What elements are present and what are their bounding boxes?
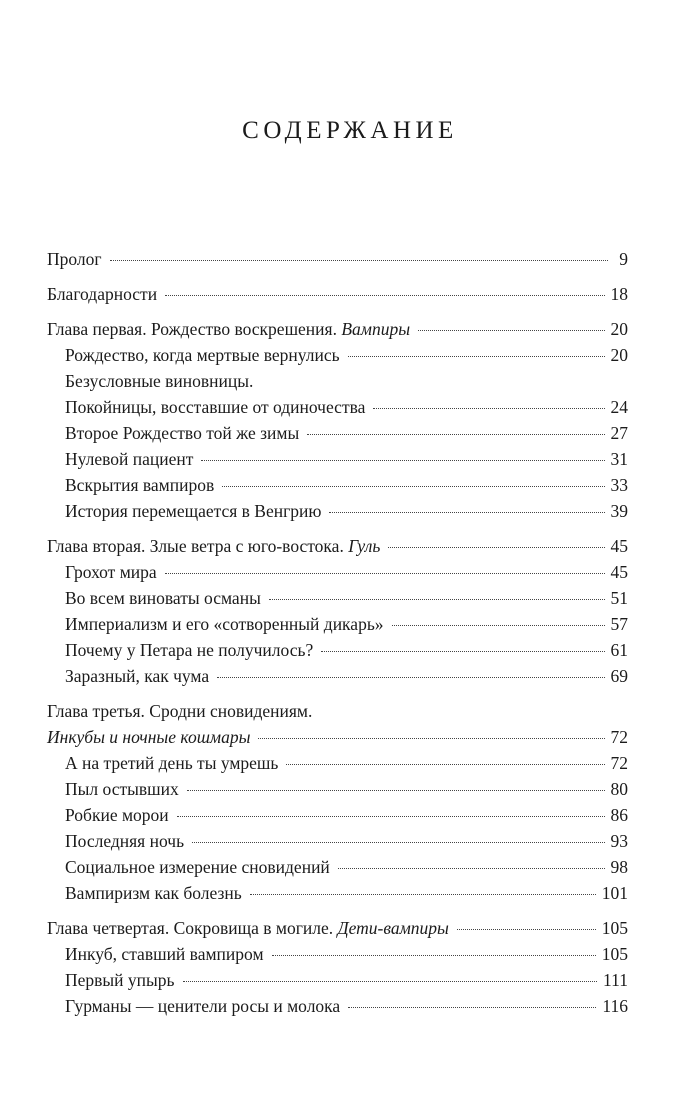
dot-leader <box>373 408 604 409</box>
toc-entry-page: 45 <box>610 562 628 582</box>
toc-entry-label: Последняя ночь <box>65 831 185 851</box>
toc-entry-label: Империализм и его «сотворенный дикарь» <box>65 614 384 634</box>
toc-entry-label: Глава четвертая. Сокровища в могиле. Дети-вампиры <box>47 918 449 938</box>
toc-entry-label: Социальное измерение сновидений <box>65 857 330 877</box>
dot-leader <box>222 486 604 487</box>
toc-entry-page: 72 <box>610 753 628 773</box>
toc-entry-label: Нулевой пациент <box>65 449 194 469</box>
toc-subentry[interactable] <box>47 446 628 472</box>
toc-entry-label-italic: Дети-вампиры <box>337 918 449 938</box>
toc-entry-label: Глава вторая. Злые ветра с юго-востока. Гуль <box>47 536 381 556</box>
toc-subentry[interactable] <box>47 967 628 993</box>
toc-entry-label-italic: Инкубы и ночные кошмары <box>47 727 251 747</box>
toc-entry-label: Второе Рождество той же зимы <box>65 423 300 443</box>
toc-entry-label: Грохот мира <box>65 562 157 582</box>
dot-leader <box>192 842 604 843</box>
toc-entry-page: 20 <box>610 345 628 365</box>
toc-subentry[interactable] <box>47 394 628 420</box>
toc-chapter-3-line1: Глава третья. Сродни сновидениям. <box>47 701 313 721</box>
dot-leader <box>418 330 604 331</box>
toc-entry-page: 20 <box>610 319 628 339</box>
toc-entry-label <box>47 724 250 750</box>
dot-leader <box>307 434 604 435</box>
toc-entry-label: Заразный, как чума <box>65 666 210 686</box>
toc-chapter-4[interactable] <box>47 915 628 941</box>
dot-leader <box>329 512 604 513</box>
toc-entry-page: 33 <box>610 475 628 495</box>
dot-leader <box>183 981 598 982</box>
dot-leader <box>258 738 604 739</box>
toc-entry-label: Благодарности <box>47 284 158 304</box>
toc-subentry[interactable] <box>47 880 628 906</box>
toc-entry-label: Робкие морои <box>65 805 169 825</box>
toc-entry-page: 98 <box>610 857 628 877</box>
toc-entry-page: 9 <box>619 249 628 269</box>
toc-subentry[interactable] <box>47 941 628 967</box>
toc-chapter-3[interactable] <box>47 724 628 750</box>
dot-leader <box>348 1007 596 1008</box>
dot-leader <box>250 894 596 895</box>
dot-leader <box>217 677 604 678</box>
toc-entry-label: Пролог <box>47 249 102 269</box>
dot-leader <box>272 955 596 956</box>
toc-subentry[interactable] <box>47 342 628 368</box>
toc-subentry[interactable] <box>47 663 628 689</box>
dot-leader <box>321 651 604 652</box>
dot-leader <box>110 260 608 261</box>
toc-entry-label: Вскрытия вампиров <box>65 475 215 495</box>
toc-entry-page: 51 <box>610 588 628 608</box>
dot-leader <box>392 625 605 626</box>
toc-subentry[interactable] <box>47 559 628 585</box>
toc-entry-page: 45 <box>610 536 628 556</box>
dot-leader <box>177 816 605 817</box>
toc-entry-label: Вампиризм как болезнь <box>65 883 242 903</box>
toc-entry-page: 24 <box>610 397 628 417</box>
toc-subentry[interactable] <box>47 993 628 1019</box>
dot-leader <box>457 929 596 930</box>
toc-entry-page: 105 <box>601 944 628 964</box>
toc-entry-label: Глава первая. Рождество воскрешения. Вампиры <box>47 319 411 339</box>
toc-entry-page: 18 <box>610 284 628 304</box>
toc-entry-page: 111 <box>603 970 628 990</box>
toc-entry-prolog[interactable] <box>47 246 628 272</box>
toc-subentry[interactable] <box>47 585 628 611</box>
toc-entry-label: Первый упырь <box>65 970 175 990</box>
dot-leader <box>187 790 605 791</box>
dot-leader <box>286 764 604 765</box>
toc-entry-label: Инкуб, ставший вампиром <box>65 944 264 964</box>
toc-entry-page: 69 <box>610 666 628 686</box>
dot-leader <box>165 573 605 574</box>
toc-entry-label: Покойницы, восставшие от одиночества <box>65 397 366 417</box>
table-of-contents <box>47 246 628 1019</box>
toc-subentry[interactable] <box>47 637 628 663</box>
toc-entry-label: А на третий день ты умрешь <box>65 753 279 773</box>
toc-entry-page: 27 <box>610 423 628 443</box>
toc-subentry[interactable] <box>47 776 628 802</box>
toc-chapter-2[interactable] <box>47 533 628 559</box>
toc-subentry[interactable] <box>47 828 628 854</box>
toc-entry-page: 39 <box>610 501 628 521</box>
toc-entry-page: 93 <box>610 831 628 851</box>
toc-entry-page: 61 <box>610 640 628 660</box>
dot-leader <box>388 547 604 548</box>
toc-chapter-1[interactable] <box>47 316 628 342</box>
toc-entry-page: 31 <box>610 449 628 469</box>
toc-entry-label: Гурманы — ценители росы и молока <box>65 996 341 1016</box>
toc-subentry[interactable] <box>47 611 628 637</box>
toc-entry-page: 80 <box>610 779 628 799</box>
toc-subentry[interactable] <box>47 472 628 498</box>
toc-subentry[interactable] <box>47 750 628 776</box>
toc-subentry[interactable] <box>47 498 628 524</box>
dot-leader <box>165 295 604 296</box>
toc-entry-page: 86 <box>610 805 628 825</box>
dot-leader <box>269 599 605 600</box>
toc-entry-page: 72 <box>610 727 628 747</box>
toc-entry-thanks[interactable] <box>47 281 628 307</box>
dot-leader <box>201 460 604 461</box>
toc-subentry[interactable] <box>47 802 628 828</box>
toc-entry-label-italic: Гуль <box>348 536 381 556</box>
toc-subentry[interactable] <box>47 420 628 446</box>
toc-entry-page: 57 <box>610 614 628 634</box>
toc-entry-label: Во всем виноваты османы <box>65 588 261 608</box>
toc-entry-label: История перемещается в Венгрию <box>65 501 322 521</box>
dot-leader <box>348 356 605 357</box>
toc-entry-page: 101 <box>601 883 628 903</box>
toc-entry-label: Рождество, когда мертвые вернулись <box>65 345 340 365</box>
toc-subentry-line: Безусловные виновницы. <box>65 371 254 391</box>
toc-entry-label: Пыл остывших <box>65 779 179 799</box>
toc-entry-page: 116 <box>602 996 628 1016</box>
page-title: СОДЕРЖАНИЕ <box>242 117 458 144</box>
toc-subentry[interactable] <box>47 854 628 880</box>
toc-entry-label-italic: Вампиры <box>341 319 411 339</box>
dot-leader <box>338 868 605 869</box>
toc-entry-page: 105 <box>601 918 628 938</box>
toc-entry-label: Почему у Петара не получилось? <box>65 640 314 660</box>
